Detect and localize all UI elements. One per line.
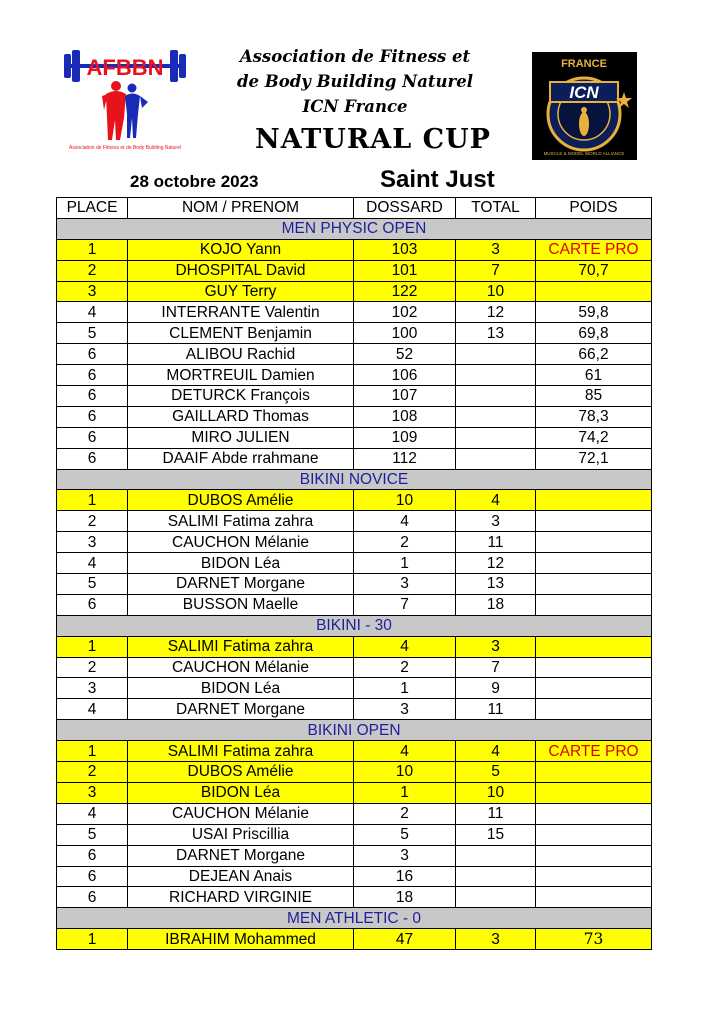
category-row (57, 908, 652, 929)
cell-dossard: 2 (354, 657, 456, 678)
cell-total (456, 386, 536, 407)
table-header-row (57, 198, 652, 219)
cell-place: 1 (57, 490, 128, 511)
cell-name: BIDON Léa (128, 553, 354, 574)
event-city: Saint Just (380, 166, 495, 193)
cell-name: CAUCHON Mélanie (128, 657, 354, 678)
cell-place: 1 (57, 741, 128, 762)
table-row (57, 803, 652, 824)
cell-name: DUBOS Amélie (128, 762, 354, 783)
association-line-2: de Body Building Naturel (236, 72, 473, 91)
table-row (57, 260, 652, 281)
cell-name: GAILLARD Thomas (128, 406, 354, 427)
cell-place: 1 (57, 636, 128, 657)
cell-dossard: 16 (354, 866, 456, 887)
cell-name: DARNET Morgane (128, 574, 354, 595)
cell-dossard: 102 (354, 302, 456, 323)
afbbn-logo-text: AFBBN (86, 55, 164, 80)
icn-logo (532, 52, 637, 160)
cell-poids: 69,8 (536, 323, 652, 344)
cell-total: 4 (456, 490, 536, 511)
table-row (57, 427, 652, 448)
cell-poids (536, 657, 652, 678)
cell-total (456, 448, 536, 469)
cell-total: 3 (456, 929, 536, 950)
association-name (205, 44, 505, 119)
table-row (57, 553, 652, 574)
column-header-dossard: DOSSARD (354, 198, 456, 219)
cell-place: 4 (57, 699, 128, 720)
table-row (57, 511, 652, 532)
cell-name: IBRAHIM Mohammed (128, 929, 354, 950)
table-row (57, 699, 652, 720)
cell-dossard: 3 (354, 699, 456, 720)
cell-name: ALIBOU Rachid (128, 344, 354, 365)
cell-name: DHOSPITAL David (128, 260, 354, 281)
cell-poids (536, 678, 652, 699)
table-row (57, 386, 652, 407)
cell-place: 3 (57, 678, 128, 699)
cell-poids (536, 803, 652, 824)
category-label: BIKINI OPEN (57, 720, 652, 741)
table-row (57, 782, 652, 803)
cell-total: 5 (456, 762, 536, 783)
cell-place: 6 (57, 594, 128, 615)
cell-total (456, 427, 536, 448)
cell-name: RICHARD VIRGINIE (128, 887, 354, 908)
cell-dossard: 107 (354, 386, 456, 407)
table-row (57, 281, 652, 302)
cell-dossard: 122 (354, 281, 456, 302)
cell-total: 11 (456, 532, 536, 553)
cell-total: 18 (456, 594, 536, 615)
cell-total: 4 (456, 741, 536, 762)
cell-name: USAI Priscillia (128, 824, 354, 845)
cell-dossard: 109 (354, 427, 456, 448)
cell-place: 3 (57, 782, 128, 803)
cell-place: 4 (57, 302, 128, 323)
cell-name: SALIMI Fatima zahra (128, 741, 354, 762)
cell-poids: 74,2 (536, 427, 652, 448)
cell-total: 9 (456, 678, 536, 699)
cell-name: GUY Terry (128, 281, 354, 302)
cell-poids (536, 281, 652, 302)
cell-place: 6 (57, 887, 128, 908)
cell-poids (536, 574, 652, 595)
table-row (57, 448, 652, 469)
category-row (57, 218, 652, 239)
cell-poids (536, 866, 652, 887)
cell-dossard: 52 (354, 344, 456, 365)
column-header-place: PLACE (57, 198, 128, 219)
cell-poids (536, 845, 652, 866)
cell-poids (536, 511, 652, 532)
cell-name: DARNET Morgane (128, 845, 354, 866)
results-body (57, 218, 652, 949)
cell-name: SALIMI Fatima zahra (128, 511, 354, 532)
cell-name: DUBOS Amélie (128, 490, 354, 511)
cell-poids: 70,7 (536, 260, 652, 281)
cell-place: 6 (57, 365, 128, 386)
table-row (57, 532, 652, 553)
cell-poids: 61 (536, 365, 652, 386)
table-row (57, 490, 652, 511)
cell-name: DAAIF Abde rrahmane (128, 448, 354, 469)
cell-name: BIDON Léa (128, 678, 354, 699)
cell-poids: 59,8 (536, 302, 652, 323)
table-row (57, 824, 652, 845)
cell-dossard: 1 (354, 553, 456, 574)
cell-place: 6 (57, 448, 128, 469)
cell-poids: 78,3 (536, 406, 652, 427)
cell-place: 5 (57, 323, 128, 344)
cell-place: 2 (57, 511, 128, 532)
column-header-poids: POIDS (536, 198, 652, 219)
table-row (57, 845, 652, 866)
cell-dossard: 3 (354, 845, 456, 866)
cell-poids (536, 699, 652, 720)
cell-poids (536, 594, 652, 615)
category-label: BIKINI - 30 (57, 615, 652, 636)
cell-dossard: 108 (354, 406, 456, 427)
cell-place: 6 (57, 386, 128, 407)
table-row (57, 323, 652, 344)
cell-poids (536, 824, 652, 845)
cell-total: 15 (456, 824, 536, 845)
table-row (57, 741, 652, 762)
cell-dossard: 3 (354, 574, 456, 595)
cell-dossard: 10 (354, 490, 456, 511)
table-row (57, 239, 652, 260)
cell-name: KOJO Yann (128, 239, 354, 260)
cell-place: 6 (57, 866, 128, 887)
cell-total (456, 365, 536, 386)
cell-place: 3 (57, 532, 128, 553)
cell-total: 11 (456, 699, 536, 720)
cell-name: INTERRANTE Valentin (128, 302, 354, 323)
cell-total: 10 (456, 782, 536, 803)
table-row (57, 929, 652, 950)
cell-poids: 73 (536, 929, 652, 950)
cell-name: DARNET Morgane (128, 699, 354, 720)
cell-dossard: 4 (354, 636, 456, 657)
cell-total: 13 (456, 323, 536, 344)
cell-poids: 85 (536, 386, 652, 407)
cell-place: 2 (57, 260, 128, 281)
cell-poids (536, 532, 652, 553)
icn-logo-ring-text: MUSCLE & MODEL WORLD ALLIANCE (543, 151, 625, 156)
cell-place: 3 (57, 281, 128, 302)
category-label: MEN PHYSIC OPEN (57, 218, 652, 239)
table-row (57, 344, 652, 365)
afbbn-logo (62, 48, 188, 152)
cell-place: 6 (57, 427, 128, 448)
table-row (57, 636, 652, 657)
table-row (57, 594, 652, 615)
cell-poids: 66,2 (536, 344, 652, 365)
cell-name: DEJEAN Anais (128, 866, 354, 887)
cell-dossard: 2 (354, 803, 456, 824)
cell-place: 5 (57, 824, 128, 845)
cell-total: 7 (456, 657, 536, 678)
cell-dossard: 100 (354, 323, 456, 344)
cell-dossard: 4 (354, 741, 456, 762)
afbbn-logo-caption: Association de Fitness et de Body Building Naturel (68, 145, 182, 151)
cell-dossard: 10 (354, 762, 456, 783)
table-row (57, 406, 652, 427)
cell-total: 11 (456, 803, 536, 824)
cell-place: 2 (57, 762, 128, 783)
cell-dossard: 1 (354, 782, 456, 803)
cell-name: MIRO JULIEN (128, 427, 354, 448)
cell-poids (536, 553, 652, 574)
cell-total: 3 (456, 239, 536, 260)
cell-name: DETURCK François (128, 386, 354, 407)
cell-place: 5 (57, 574, 128, 595)
cell-dossard: 5 (354, 824, 456, 845)
cell-total (456, 344, 536, 365)
association-line-3: ICN France (302, 97, 408, 116)
cell-dossard: 106 (354, 365, 456, 386)
column-header-name: NOM / PRENOM (128, 198, 354, 219)
cell-name: CAUCHON Mélanie (128, 532, 354, 553)
cell-dossard: 47 (354, 929, 456, 950)
cell-place: 6 (57, 344, 128, 365)
cell-place: 6 (57, 845, 128, 866)
cell-poids: 72,1 (536, 448, 652, 469)
cell-poids (536, 762, 652, 783)
cell-name: MORTREUIL Damien (128, 365, 354, 386)
cell-dossard: 2 (354, 532, 456, 553)
cell-name: BUSSON Maelle (128, 594, 354, 615)
icn-logo-main-text: ICN (569, 83, 599, 102)
event-date: 28 octobre 2023 (130, 172, 259, 191)
cell-place: 4 (57, 803, 128, 824)
cell-total: 10 (456, 281, 536, 302)
table-row (57, 887, 652, 908)
category-row (57, 720, 652, 741)
category-label: BIKINI NOVICE (57, 469, 652, 490)
cell-dossard: 4 (354, 511, 456, 532)
cell-total (456, 406, 536, 427)
table-row (57, 657, 652, 678)
cell-place: 1 (57, 929, 128, 950)
cell-place: 1 (57, 239, 128, 260)
cell-poids: CARTE PRO (536, 741, 652, 762)
cell-name: CAUCHON Mélanie (128, 803, 354, 824)
table-row (57, 302, 652, 323)
cell-name: CLEMENT Benjamin (128, 323, 354, 344)
column-header-total: TOTAL (456, 198, 536, 219)
association-line-1: Association de Fitness et (239, 47, 471, 66)
cell-place: 6 (57, 406, 128, 427)
cell-poids (536, 887, 652, 908)
cell-name: BIDON Léa (128, 782, 354, 803)
cell-total: 3 (456, 636, 536, 657)
cell-total (456, 887, 536, 908)
table-row (57, 574, 652, 595)
category-row (57, 615, 652, 636)
cell-total (456, 866, 536, 887)
cell-total: 7 (456, 260, 536, 281)
cell-place: 2 (57, 657, 128, 678)
event-title: NATURAL CUP (255, 124, 491, 155)
cell-total: 12 (456, 302, 536, 323)
cell-total: 3 (456, 511, 536, 532)
cell-total (456, 845, 536, 866)
cell-place: 4 (57, 553, 128, 574)
category-row (57, 469, 652, 490)
cell-total: 13 (456, 574, 536, 595)
cell-dossard: 18 (354, 887, 456, 908)
cell-total: 12 (456, 553, 536, 574)
category-label: MEN ATHLETIC - 0 (57, 908, 652, 929)
cell-poids (536, 636, 652, 657)
table-row (57, 365, 652, 386)
cell-poids: CARTE PRO (536, 239, 652, 260)
table-row (57, 762, 652, 783)
cell-poids (536, 782, 652, 803)
cell-poids (536, 490, 652, 511)
cell-dossard: 7 (354, 594, 456, 615)
cell-dossard: 101 (354, 260, 456, 281)
table-row (57, 678, 652, 699)
cell-dossard: 112 (354, 448, 456, 469)
table-row (57, 866, 652, 887)
cell-name: SALIMI Fatima zahra (128, 636, 354, 657)
icn-logo-top-text: FRANCE (561, 58, 607, 70)
cell-dossard: 103 (354, 239, 456, 260)
results-table (56, 197, 652, 950)
cell-dossard: 1 (354, 678, 456, 699)
